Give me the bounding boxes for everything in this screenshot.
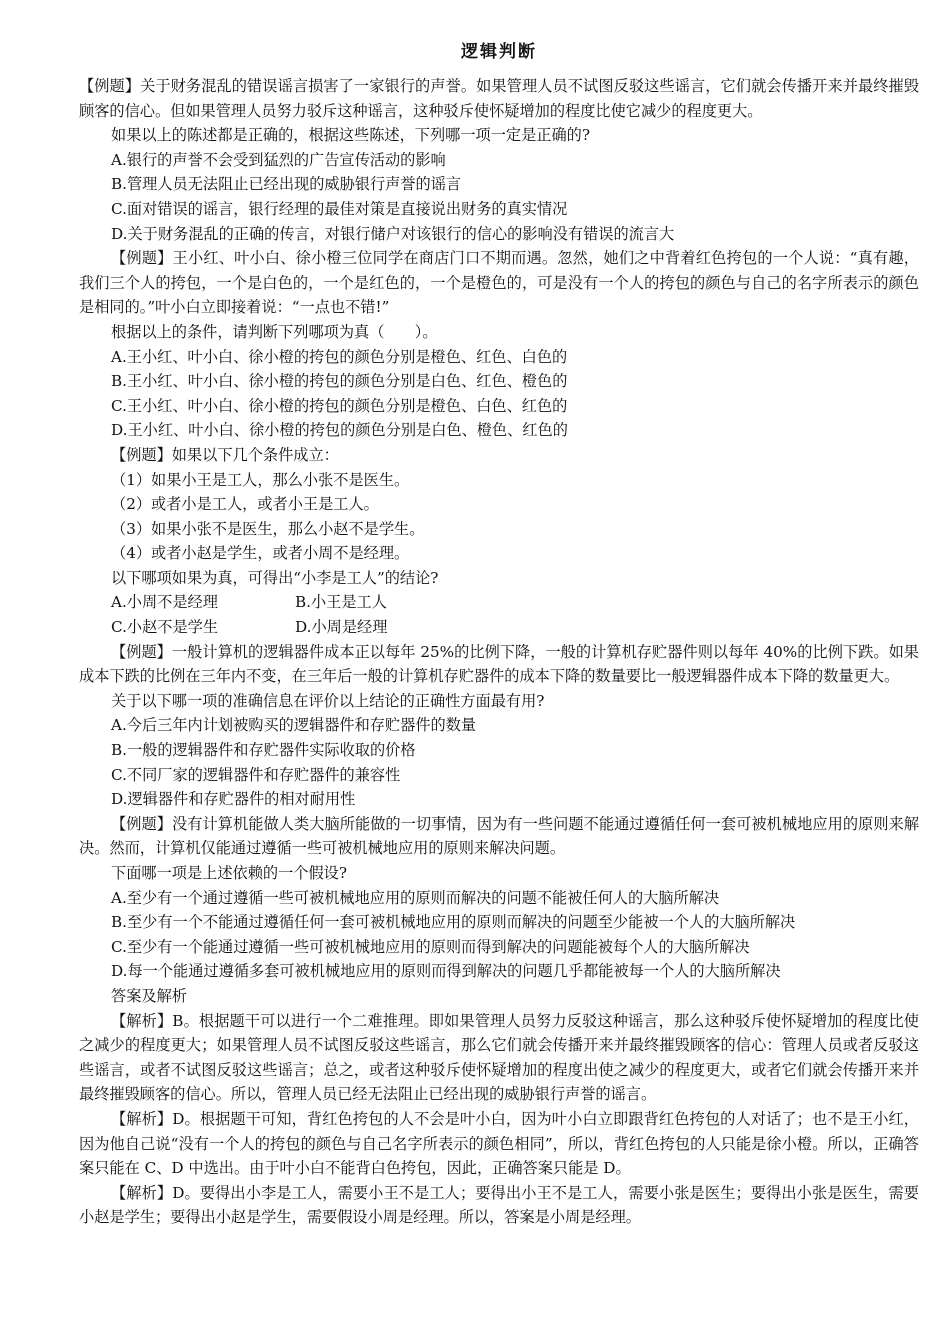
condition-3: （3）如果小张不是医生，那么小赵不是学生。 (111, 519, 425, 538)
question-prompt: 下面哪一项是上述依赖的一个假设? (111, 864, 347, 882)
question-3 (79, 443, 919, 640)
option-d: D.小周是经理 (295, 618, 388, 637)
question-stem: 【例题】如果以下几个条件成立： (111, 445, 339, 464)
condition-2: （2）或者小是工人，或者小王是工人。 (111, 495, 379, 514)
option-row (79, 615, 919, 640)
answers-heading: 答案及解析 (111, 986, 187, 1005)
option-d: D.王小红、叶小白、徐小橙的挎包的颜色分别是白色、橙色、红色的 (111, 421, 568, 440)
analysis-2: 【解析】D。根据题干可知，背红色挎包的人不会是叶小白，因为叶小白立即跟背红色挎包的人对话了；也不是王小红，因为他自己说“没有一个人的挎包的颜色与自己名字所表示的颜色相同”，所以，背红色挎包的人只能是徐小橙。所以，正确答案只能在 C、D 中选出。由于叶小白不能背白色挎包，因此，正确答案只能是 D。 (79, 1109, 919, 1178)
option-c: C.面对错误的谣言，银行经理的最佳对策是直接说出财务的真实情况 (111, 199, 568, 218)
question-5 (79, 812, 919, 984)
question-stem: 【例题】王小红、叶小白、徐小橙三位同学在商店门口不期而遇。忽然，她们之中背着红色挎包的一个人说：“真有趣，我们三个人的挎包，一个是白色的，一个是红色的，一个是橙色的，可是没有一个人的挎包的颜色与自己的名字所表示的颜色是相同的。”叶小白立即接着说：“一点也不错!” (79, 249, 919, 317)
option-row (79, 590, 919, 615)
option-c: C.至少有一个能通过遵循一些可被机械地应用的原则而得到解决的问题能被每个人的大脑所解决 (111, 937, 750, 956)
option-a: A.小周不是经理 (111, 593, 218, 612)
question-stem: 【例题】没有计算机能做人类大脑所能做的一切事情，因为有一些问题不能通过遵循任何一套可被机械地应用的原则来解决。然而，计算机仅能通过遵循一些可被机械地应用的原则来解决问题。 (79, 814, 919, 858)
option-b: B.小王是工人 (295, 593, 387, 612)
option-c: C.不同厂家的逻辑器件和存贮器件的兼容性 (111, 765, 401, 784)
question-prompt: 根据以上的条件，请判断下列哪项为真（ ）。 (111, 322, 438, 341)
condition-4: （4）或者小赵是学生，或者小周不是经理。 (111, 544, 410, 563)
document-page (79, 38, 919, 1230)
option-d: D.逻辑器件和存贮器件的相对耐用性 (111, 790, 356, 809)
question-prompt: 以下哪项如果为真，可得出“小李是工人”的结论? (111, 568, 439, 587)
question-stem: 【例题】一般计算机的逻辑器件成本正以每年 25%的比例下降，一般的计算机存贮器件则以每年 40%的比例下跌。如果成本下跌的比例在三年内不变，在三年后一般的计算机存贮器件的成本下降的数量要比一般逻辑器件成本下降的数量更大。 (79, 642, 919, 686)
option-a: A.王小红、叶小白、徐小橙的挎包的颜色分别是橙色、红色、白色的 (111, 347, 568, 366)
question-stem: 【例题】关于财务混乱的错误谣言损害了一家银行的声誉。如果管理人员不试图反驳这些谣言，它们就会传播开来并最终摧毁顾客的信心。但如果管理人员努力驳斥这种谣言，这种驳斥使怀疑增加的程度比使它减少的程度更大。 (79, 77, 919, 120)
option-b: B.管理人员无法阻止已经出现的威胁银行声誉的谣言 (111, 175, 462, 194)
question-prompt: 关于以下哪一项的准确信息在评价以上结论的正确性方面最有用? (111, 691, 545, 710)
condition-1: （1）如果小王是工人，那么小张不是医生。 (111, 470, 410, 489)
option-c: C.小赵不是学生 (111, 618, 219, 637)
option-a: A.银行的声誉不会受到猛烈的广告宣传活动的影响 (111, 150, 446, 169)
option-d: D.关于财务混乱的正确的传言，对银行储户对该银行的信心的影响没有错误的流言大 (111, 224, 675, 243)
question-prompt: 如果以上的陈述都是正确的，根据这些陈述，下列哪一项一定是正确的? (111, 126, 590, 145)
option-a: A.今后三年内计划被购买的逻辑器件和存贮器件的数量 (111, 716, 477, 735)
option-b: B.王小红、叶小白、徐小橙的挎包的颜色分别是白色、红色、橙色的 (111, 372, 568, 391)
option-b: B.至少有一个不能通过遵循任何一套可被机械地应用的原则而解决的问题至少能被一个人的大脑所解决 (111, 913, 796, 932)
question-2 (79, 246, 919, 443)
analysis-3: 【解析】D。要得出小李是工人，需要小王不是工人；要得出小王不是工人，需要小张是医生；要得出小张是医生，需要小赵是学生；要得出小赵是学生，需要假设小周是经理。所以，答案是小周是经理。 (79, 1183, 919, 1227)
page-title: 逻辑判断 (461, 42, 537, 62)
option-a: A.至少有一个通过遵循一些可被机械地应用的原则而解决的问题不能被任何人的大脑所解决 (111, 888, 720, 907)
question-4 (79, 640, 919, 812)
option-d: D.每一个能通过遵循多套可被机械地应用的原则而得到解决的问题几乎都能被每一个人的大脑所解决 (111, 962, 781, 981)
option-c: C.王小红、叶小白、徐小橙的挎包的颜色分别是橙色、白色、红色的 (111, 396, 568, 415)
analysis-1: 【解析】B。根据题干可以进行一个二难推理。即如果管理人员努力反驳这种谣言，那么这种驳斥使怀疑增加的程度比使之减少的程度更大；如果管理人员不试图反驳这些谣言，那么它们就会传播开来并最终摧毁顾客的信心：管理人员或者反驳这些谣言，或者不试图反驳这些谣言；总之，或者这种驳斥使怀疑增加的程度出使之减少的程度更大，或者它们就会传播开来并最终摧毁顾客的信心。所以，管理人员已经无法阻止已经出现的威胁银行声誉的谣言。 (79, 1011, 919, 1104)
option-b: B.一般的逻辑器件和存贮器件实际收取的价格 (111, 741, 416, 760)
question-1 (79, 74, 919, 246)
